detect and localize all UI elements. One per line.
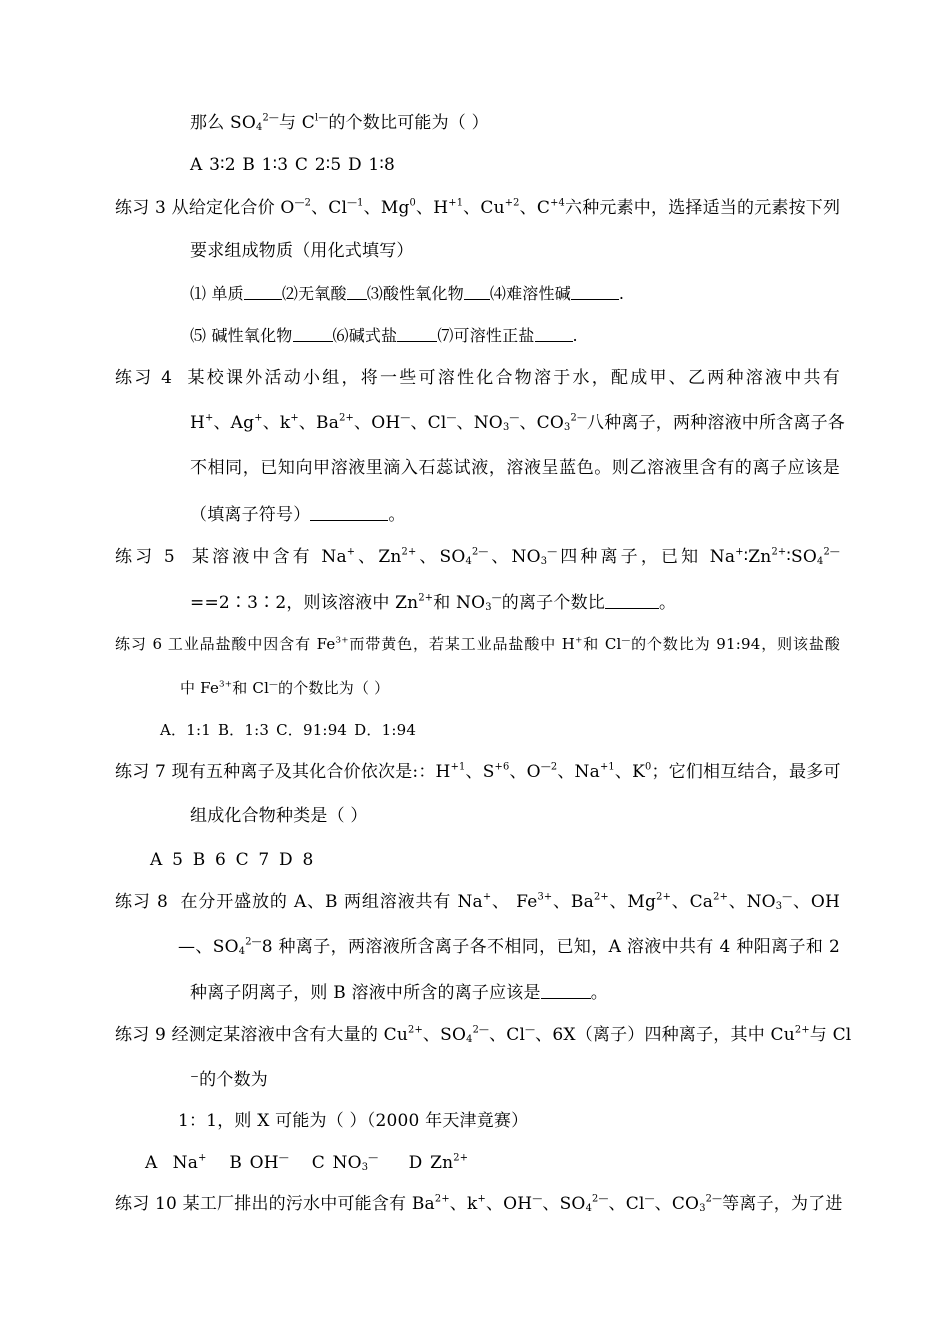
fill-in-line: ⑸ 碱性氧化物 ⑹碱式盐 ⑺可溶性正盐 . [190,326,578,345]
text-line: 那么 $SO_4^{2—}$与 $C^{l—}$的个数比可能为（ ） [190,112,489,133]
options-line: A Na+ B OH— C $NO_3^—$ D $Zn^{2+}$ [145,1152,469,1173]
text-line: —、$SO_4^{2—}8$ 种离子，两溶液所含离子各不相同，已知，A 溶液中共有 4 种阳离子和 2 [178,936,840,957]
exercise-10-heading: 练习 10 某工厂排出的污水中可能含有 $Ba^{2+}$、k+、OH—、$SO_4^{2—}$、Cl—、$CO_3^{2—}$等离子，为了进 [115,1193,843,1214]
exercise-7-heading: 练习 7 现有五种离子及其化合价依次是:：$H^{+1}$、$S^{+6}$、$O^{—2}$、$Na^{+1}$、$K^0$；它们相互结合，最多可 [115,761,841,782]
fill-in-line: ⑴ 单质 ⑵无氧酸 ⑶酸性氧化物 ⑷难溶性碱 . [190,284,625,303]
options-line: A．1:1 B．1:3 C．91:94 D．1:94 [160,721,417,739]
text-line: 不相同，已知向甲溶液里滴入石蕊试液，溶液呈蓝色。则乙溶液里含有的离子应该是 [190,458,840,478]
fill-in-line: 种离子阴离子，则 B 溶液中所含的离子应该是 。 [190,983,608,1003]
exercise-4-heading: 练习 4 某校课外活动小组，将一些可溶性化合物溶于水，配成甲、乙两种溶液中共有 [115,368,840,388]
text-line: 要求组成物质（用化式填写） [190,241,414,261]
text-line: 组成化合物种类是（ ） [190,806,368,826]
exercise-9-heading: 练习 9 经测定某溶液中含有大量的 $Cu^{2+}$、$SO_4^{2—}$、Cl—、6X（离子）四种离子，其中 $Cu^{2+}$与 Cl [115,1024,852,1045]
text-line: 1：1，则 X 可能为（ ）（2000 年天津竟赛） [178,1111,529,1131]
text-line: H+、Ag+、k+、$Ba^{2+}$、OH—、Cl—、$NO_3^—$、$CO_3^{2—}$八种离子，两种溶液中所含离子各 [190,412,845,433]
exercise-6-heading: 练习 6 工业品盐酸中因含有 $Fe^{3+}$而带黄色，若某工业品盐酸中 H+和 Cl—的个数比为 91:94，则该盐酸 [115,635,841,653]
fill-in-line: ==2∶3∶2，则该溶液中 $Zn^{2+}$和 $NO_3^—$的离子个数比 。 [190,592,677,613]
exercise-8-heading: 练习 8 在分开盛放的 A、B 两组溶液共有 Na+、 $Fe^{3+}$、$Ba^{2+}$、$Mg^{2+}$、$Ca^{2+}$、$NO_3^—$、OH [115,891,840,912]
text-line: ⁻的个数为 [190,1070,268,1090]
exercise-3-heading: 练习 3 从给定化合价 $O^{—2}$、$Cl^{—1}$、Mg$^0$、$H^{+1}$、$Cu^{+2}$、$C^{+4}$六种元素中，选择适当的元素按下列 [115,197,841,218]
options-line: A 5 B 6 C 7 D 8 [150,850,314,870]
text-line: 中 $Fe^{3+}$和 Cl—的个数比为（ ） [180,679,390,697]
exercise-5-heading: 练习 5 某溶液中含有 Na+、$Zn^{2+}$、$SO_4^{2—}$、$NO_3^—$四种离子，已知 $Na^+∶Zn^{2+}∶SO_4^{2—}$ [115,546,840,567]
options-line: A 3∶2 B 1∶3 C 2∶5 D 1∶8 [190,155,396,175]
fill-in-line: （填离子符号） 。 [190,505,406,525]
